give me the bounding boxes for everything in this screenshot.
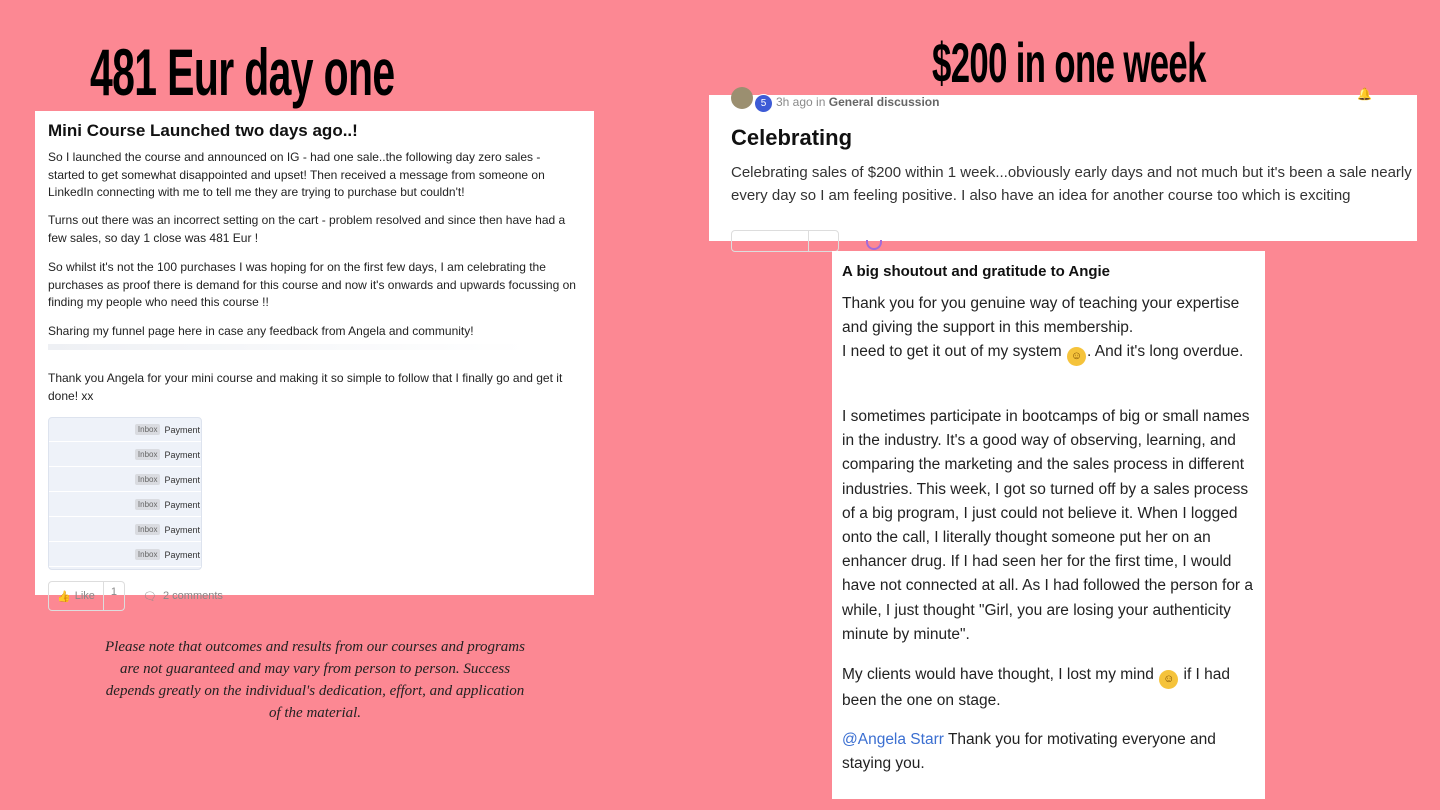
inbox-row — [49, 518, 201, 542]
post-card-mini-course — [35, 111, 594, 603]
post-body: Celebrating sales of $200 within 1 week...obviously early days and not much but it's been a sale nearly every day so I am feeling positive. I also have an idea for another course too which is exciting — [731, 164, 1412, 204]
headline-left: 481 Eur day one — [90, 35, 395, 109]
like-button-group[interactable] — [731, 230, 839, 252]
inbox-tag: Inbox — [135, 499, 161, 510]
post-title: Celebrating — [731, 125, 853, 150]
avatar-ring-fragment — [866, 240, 882, 250]
inbox-tag: Inbox — [135, 449, 161, 460]
inbox-screenshot — [48, 417, 202, 570]
post-title: A big shoutout and gratitude to Angie — [842, 263, 1111, 280]
thumbs-up-icon: 👍 — [57, 590, 71, 603]
post-text: My clients would have thought, I lost my mind — [842, 666, 1154, 683]
post-paragraph — [842, 728, 1258, 776]
post-card-shoutout — [832, 251, 1265, 799]
level-badge: 5 — [754, 94, 773, 113]
post-actions — [48, 581, 223, 611]
mention-link[interactable]: @Angela Starr — [842, 731, 944, 748]
inbox-subject: Payment — [164, 499, 200, 510]
headline-right: $200 in one week — [932, 31, 1206, 94]
post-paragraph: So whilst it's not the 100 purchases I was hoping for on the first few days, I am celebrating the purchases as proof there is demand for this course and now it's onwards and upwards focussing on finding my people who need this course !! — [48, 260, 576, 309]
post-category-link[interactable]: General discussion — [828, 95, 940, 109]
inbox-tag: Inbox — [135, 549, 161, 560]
post-paragraph: Thank you Angela for your mini course and making it so simple to follow that I finally go and get it done! xx — [48, 371, 563, 403]
inbox-subject: Payment — [164, 474, 200, 485]
like-label: Like — [74, 590, 95, 602]
inbox-row — [49, 443, 201, 467]
like-count: 1 — [104, 581, 125, 611]
inbox-tag: Inbox — [135, 524, 161, 535]
inbox-row — [49, 418, 201, 442]
blurred-link-line — [48, 344, 528, 350]
inbox-tag: Inbox — [135, 424, 161, 435]
smiling-face-emoji-icon: ☺ — [1067, 347, 1086, 366]
post-paragraph: So I launched the course and announced on IG - had one sale..the following day zero sales - started to get somewhat disappointed and upset! Then received a message from someone on LinkedIn connecting with me to tell me they are trying to purchase but couldn't! — [48, 150, 545, 199]
comments-label: 2 comments — [162, 590, 223, 602]
post-paragraph: Turns out there was an incorrect setting on the cart - problem resolved and since then have had a few sales, so day 1 close was 481 Eur ! — [48, 213, 566, 245]
post-time: 3h ago in — [776, 95, 826, 109]
comments-link[interactable] — [143, 590, 223, 603]
like-button[interactable] — [48, 581, 104, 611]
disclaimer-text: Please note that outcomes and results from our courses and programs are not guaranteed and may vary from person to person. Success depends greatly on the individual's dedication, effort, and application of the material. — [105, 639, 525, 721]
inbox-row — [49, 468, 201, 492]
inbox-subject: Payment — [164, 549, 200, 560]
avatar[interactable] — [731, 87, 753, 109]
inbox-row — [49, 543, 201, 567]
post-paragraph: I sometimes participate in bootcamps of big or small names in the industry. It's a good way of observing, learning, and comparing the marketing and the sales process in different industries. This week, I got so turned off by a sales process of a big program, I just could not believe it. When I logged onto the call, I literally thought someone put her on an enhancer drug. If I had seen her for the first time, I would have not connected at all. As I had followed the person for a while, I just thought "Girl, you are losing your authenticity minute by minute". — [842, 408, 1254, 643]
grinning-sweat-emoji-icon: ☺ — [1159, 670, 1178, 689]
post-card-celebrating — [709, 87, 1417, 241]
inbox-subject: Payment — [164, 524, 200, 535]
post-meta — [776, 95, 939, 109]
inbox-row — [49, 493, 201, 517]
post-text: if I had been the one on stage. — [842, 666, 1231, 709]
post-paragraph — [842, 292, 1258, 366]
post-text: Thank you for motivating everyone and staying you. — [842, 731, 1216, 773]
comment-icon: 🗨 — [143, 590, 157, 603]
post-text: . And it's long overdue. — [1087, 343, 1244, 361]
post-title: Mini Course Launched two days ago..! — [48, 121, 358, 140]
inbox-tag: Inbox — [135, 474, 161, 485]
bell-icon[interactable]: 🔔 — [1357, 87, 1372, 101]
post-paragraph — [842, 663, 1258, 713]
post-text: Thank you for you genuine way of teaching your expertise and giving the support in this membership. — [842, 295, 1240, 337]
post-paragraph: Sharing my funnel page here in case any feedback from Angela and community! — [48, 324, 474, 338]
inbox-subject: Payment — [164, 449, 200, 460]
post-text: I need to get it out of my system — [842, 343, 1062, 361]
inbox-subject: Payment — [164, 424, 200, 435]
